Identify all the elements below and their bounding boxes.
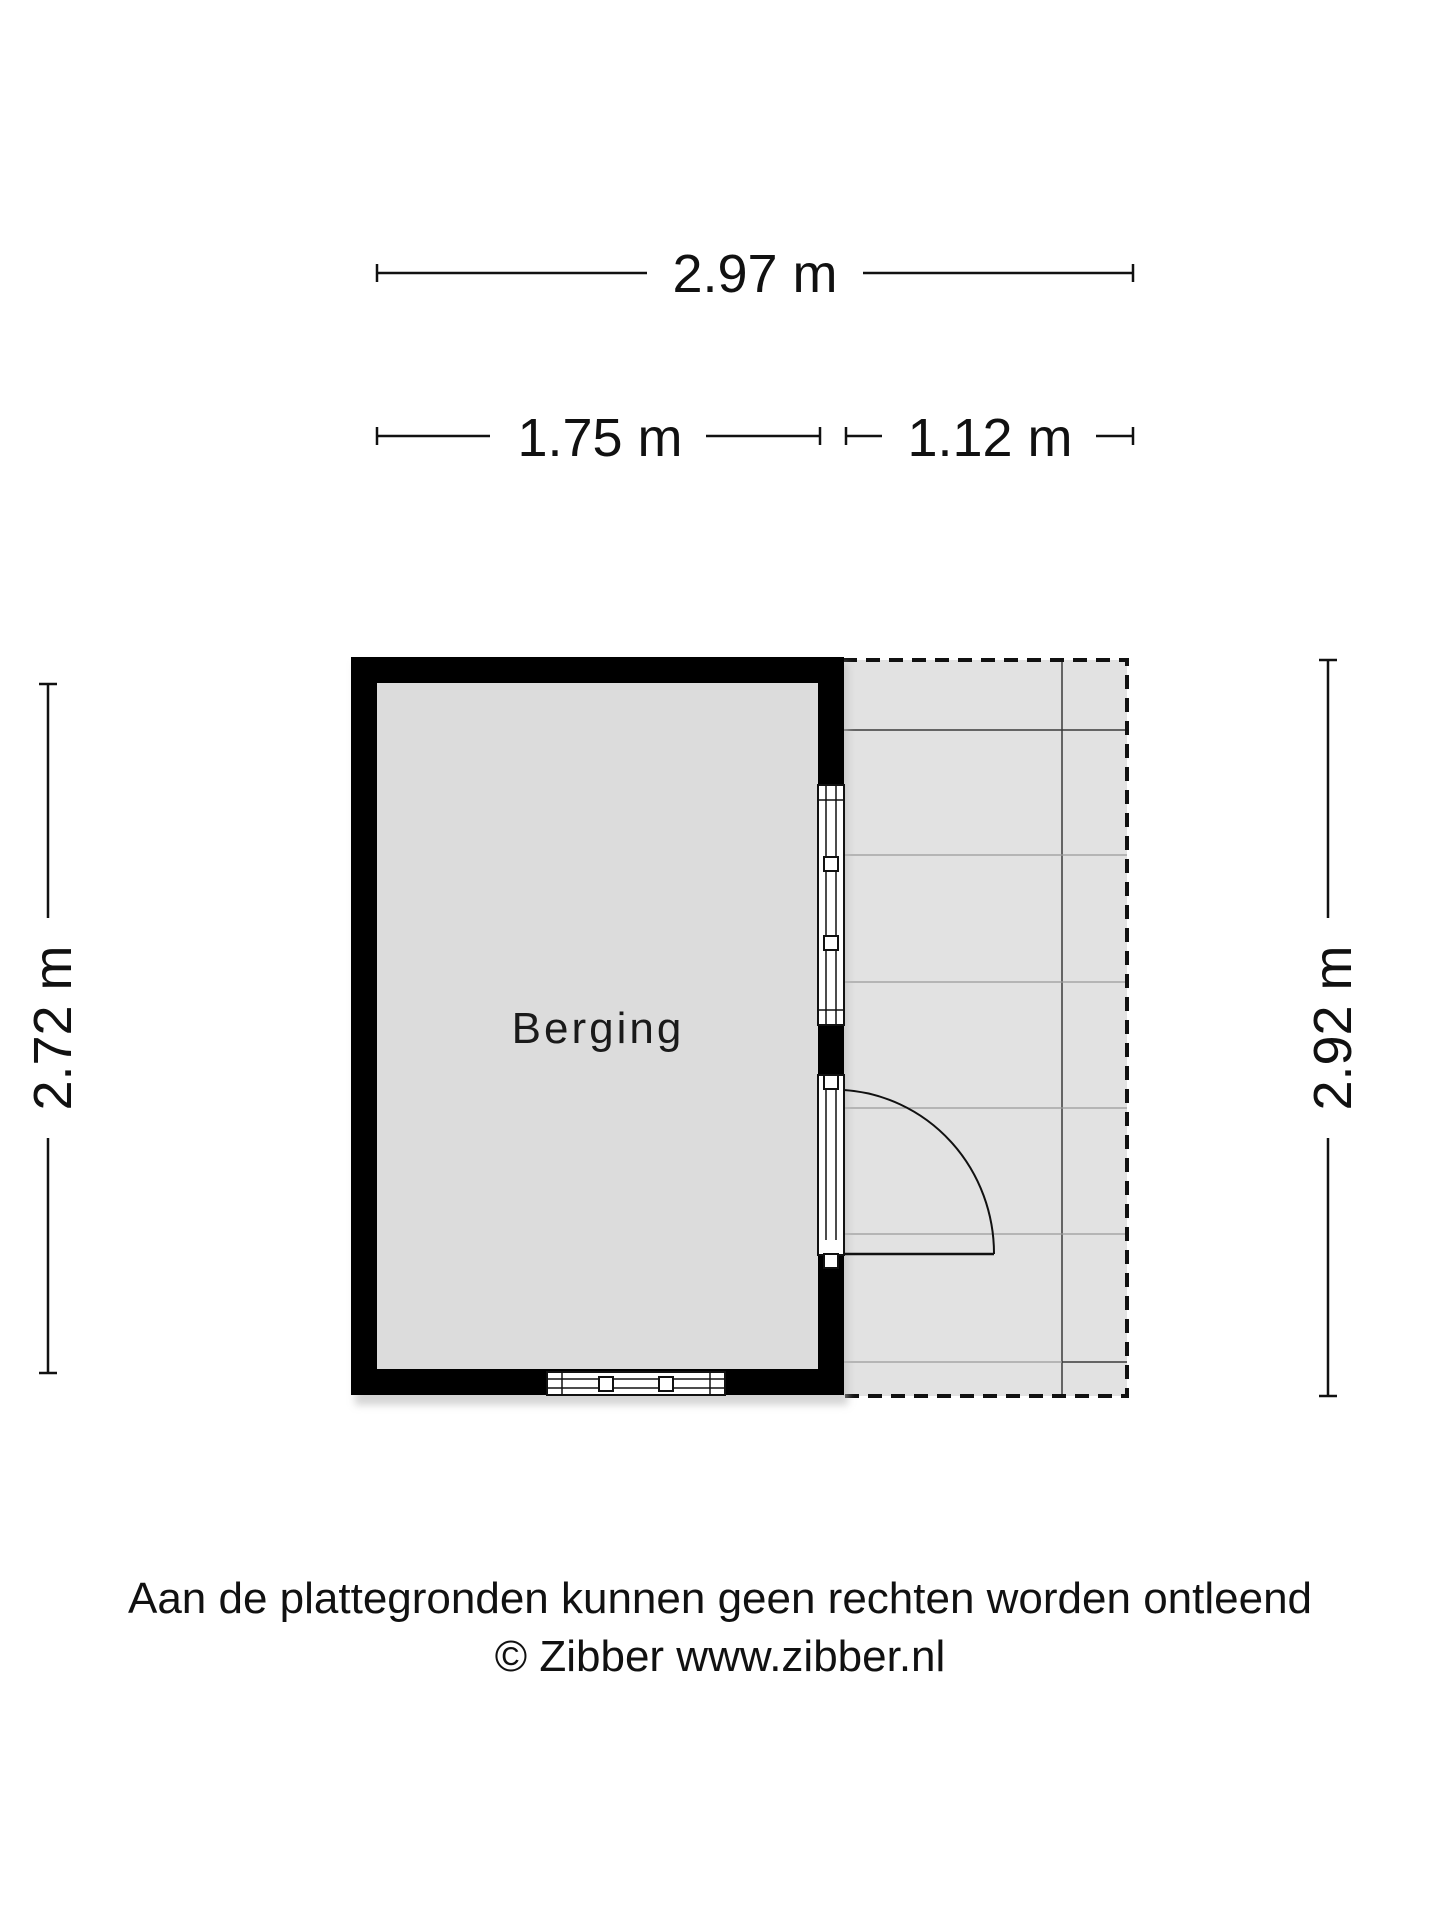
dimension-label-left-height: 2.72 m	[23, 945, 83, 1111]
dimension-label-segment-left: 1.75 m	[517, 408, 683, 468]
disclaimer-text: Aan de plattegronden kunnen geen rechten worden ontleend	[127, 1574, 1313, 1623]
copyright-text: © Zibber www.zibber.nl	[494, 1632, 946, 1681]
dimension-label-total-width: 2.97 m	[672, 244, 838, 304]
room-label-storage: Berging	[511, 1004, 685, 1053]
dimension-label-right-height: 2.92 m	[1303, 945, 1363, 1111]
window-bottom-wall	[547, 1372, 725, 1395]
dimension-label-segment-right: 1.12 m	[907, 408, 1073, 468]
window-right-wall	[818, 785, 844, 1025]
terrace-area	[843, 660, 1127, 1396]
